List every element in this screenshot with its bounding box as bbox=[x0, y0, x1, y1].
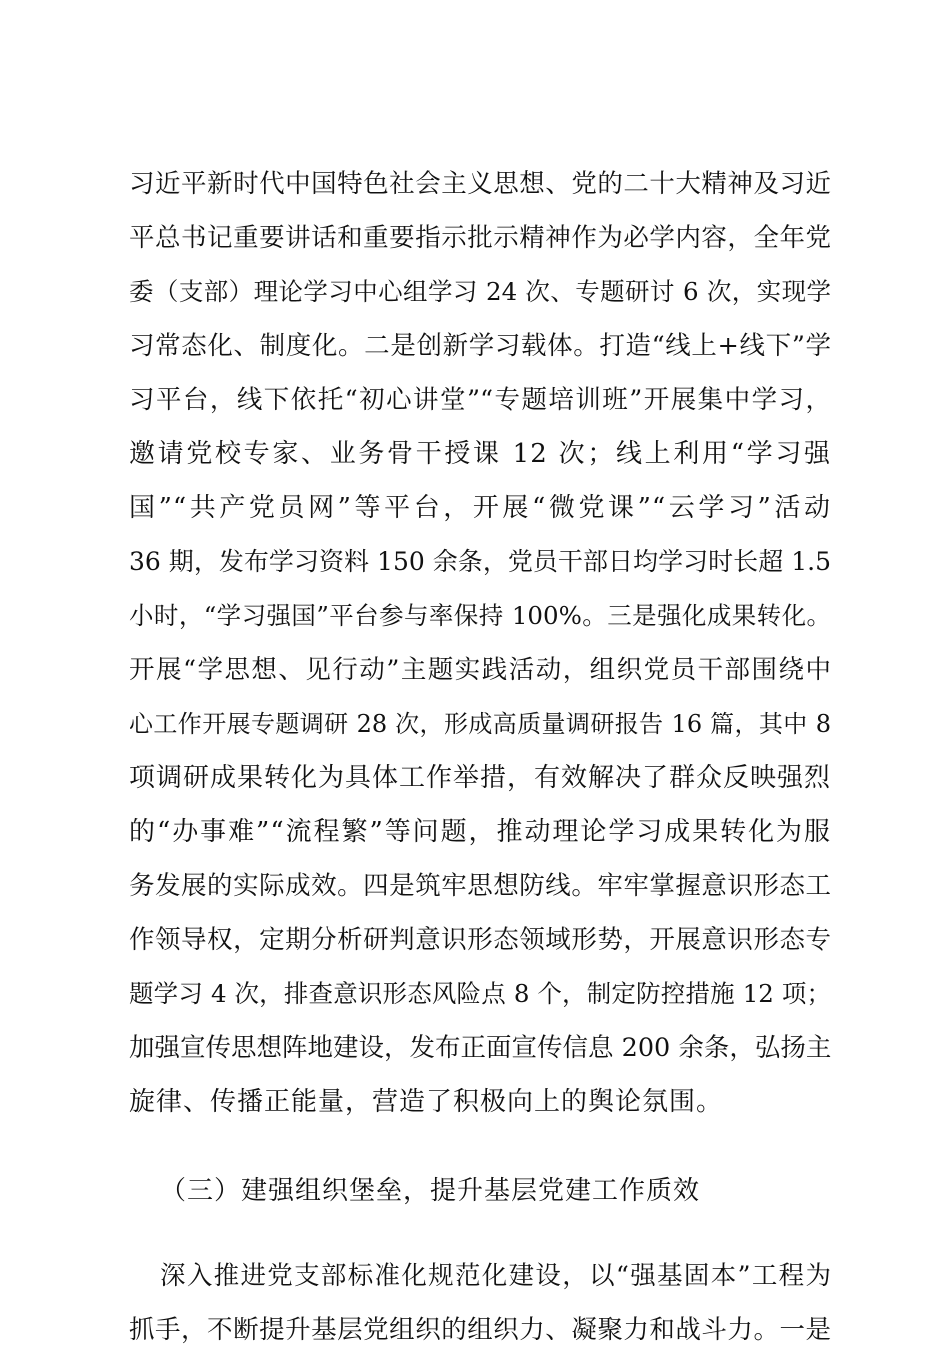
text-line: 邀请党校专家、业务骨干授课 12 次；线上利用“学习强 bbox=[129, 439, 831, 469]
text-line: 开展“学思想、见行动”主题实践活动，组织党员干部围绕中 bbox=[129, 655, 831, 685]
text-line: 旋律、传播正能量，营造了积极向上的舆论氛围。 bbox=[129, 1087, 724, 1117]
text-line: 深入推进党支部标准化规范化建设，以“强基固本”工程为 bbox=[160, 1261, 831, 1291]
text-line: 务发展的实际成效。四是筑牢思想防线。牢牢掌握意识形态工 bbox=[129, 871, 831, 901]
text-line: 心工作开展专题调研 28 次，形成高质量调研报告 16 篇，其中 8 bbox=[129, 710, 831, 738]
text-line: 抓手，不断提升基层党组织的组织力、凝聚力和战斗力。一是 bbox=[129, 1315, 831, 1345]
text-line: 36 期，发布学习资料 150 余条，党员干部日均学习时长超 1.5 bbox=[129, 547, 831, 576]
text-line: 题学习 4 次，排查意识形态风险点 8 个，制定防控措施 12 项； bbox=[129, 979, 831, 1008]
text-line: 加强宣传思想阵地建设，发布正面宣传信息 200 余条，弘扬主 bbox=[129, 1033, 832, 1063]
text-line: 平总书记重要讲话和重要指示批示精神作为必学内容，全年党 bbox=[129, 223, 831, 253]
text-line: 国”“共产党员网”等平台，开展“微党课”“云学习”活动 bbox=[129, 493, 831, 523]
text-line: 习平台，线下依托“初心讲堂”“专题培训班”开展集中学习， bbox=[129, 385, 831, 415]
section-heading: （三）建强组织堡垒，提升基层党建工作质效 bbox=[160, 1176, 701, 1206]
text-line: 习近平新时代中国特色社会主义思想、党的二十大精神及习近 bbox=[129, 169, 831, 199]
text-line: 委（支部）理论学习中心组学习 24 次、专题研讨 6 次，实现学 bbox=[129, 277, 831, 306]
text-line: 小时，“学习强国”平台参与率保持 100%。三是强化成果转化。 bbox=[129, 601, 831, 630]
text-line: 习常态化、制度化。二是创新学习载体。打造“线上+线下”学 bbox=[129, 331, 831, 361]
text-line: 作领导权，定期分析研判意识形态领域形势，开展意识形态专 bbox=[129, 925, 831, 955]
text-line: 的“办事难”“流程繁”等问题，推动理论学习成果转化为服 bbox=[129, 817, 831, 847]
text-line: 项调研成果转化为具体工作举措，有效解决了群众反映强烈 bbox=[129, 763, 832, 793]
